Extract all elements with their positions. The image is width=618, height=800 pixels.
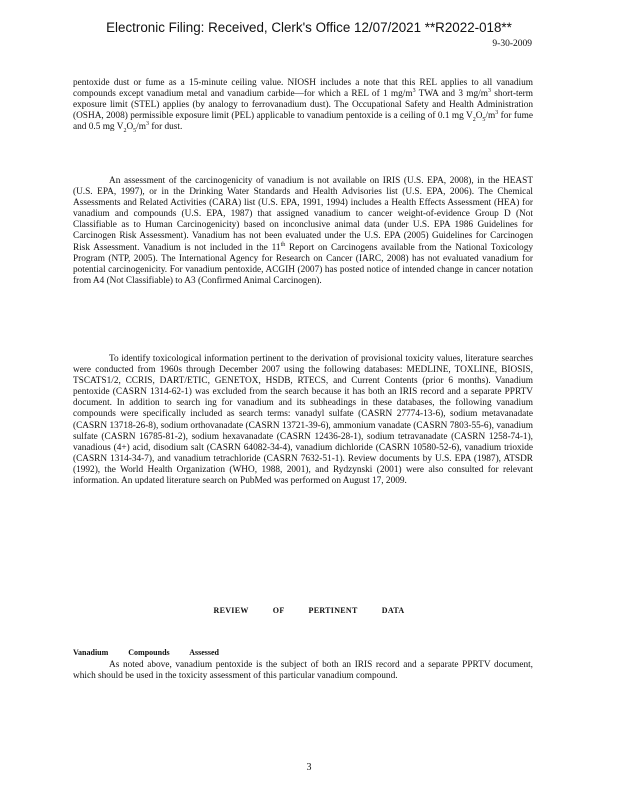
per-m-a: /m bbox=[485, 111, 496, 122]
p1-sup-3: 3 bbox=[495, 110, 499, 117]
filing-stamp: Electronic Filing: Received, Clerk's Office 12/07/2021 **R2022-018** bbox=[106, 20, 512, 35]
p2-text-a: An assessment of the carcinogenicity of vanadium is not available on IRIS (U.S. EPA, 2008), in the HEAST (U.S. EPA, 1997), or in the Drinking Water Standards and Health Advisories list (U.S. EPA, 2006). The Chemical Assessments and Related Activities (CARA) list (U.S. EPA, 1991, 1994) includes a Health Effects Assessment (HEA) for vanadium and compounds (U.S. EPA, 1987) that assigned vanadium to cancer weight-of-evidence Group D (Not Classifiable as to Human Carcinogenicity) based on inconclusive animal data (under U.S. EPA 1986 Guidelines for Carcinogen Risk Assessment). Vanadium has not been evaluated under the U.S. EPA (2005) Guidelines for Carcinogen Risk Assessment. Vanadium is not included in the 11 bbox=[73, 176, 533, 253]
o-sub-5b: 5 bbox=[133, 128, 137, 135]
document-date: 9-30-2009 bbox=[492, 39, 532, 49]
paragraph-carcinogenicity bbox=[73, 176, 533, 287]
per-m-b: /m bbox=[136, 122, 146, 133]
p2-sup-th: th bbox=[280, 241, 286, 248]
p1-text-a: pentoxide dust or fume as a 15-minute ceiling value. NIOSH includes a note that this REL applies to all vanadium compounds except vanadium metal and vanadium carbide—for which a REL of 1 mg/m bbox=[73, 78, 533, 100]
p1-text-b: TWA and 3 mg/m bbox=[415, 89, 488, 100]
p1-sup-4: 3 bbox=[146, 121, 149, 128]
paragraph-compounds-assessed bbox=[73, 660, 533, 682]
o-a: O bbox=[475, 111, 483, 122]
v-sub-2b: 2 bbox=[123, 128, 127, 135]
o-sub-5a: 5 bbox=[482, 117, 486, 124]
o-b: O bbox=[126, 122, 134, 133]
p1-sup-2: 3 bbox=[487, 88, 491, 94]
p1-text-e: for dust. bbox=[149, 122, 183, 133]
page-number: 3 bbox=[306, 762, 312, 773]
p4-text: As noted above, vanadium pentoxide is the subject of both an IRIS record and a separate PPRTV document, which should be used in the toxicity assessment of this particular vanadium compound. bbox=[73, 660, 533, 682]
p3-text: To identify toxicological information pertinent to the derivation of provisional toxicity values, literature searches were conducted from 1960s through December 2007 using the following databases: MEDLINE, TOXLINE, BIOSIS, TSCATS1/2, CCRIS, DART/ETIC, GENETOX, HSDB, RTECS, and Current Contents (prior 6 months). Vanadium pentoxide (CASRN 1314-62-1) was excluded from the search because it has both an IRIS record and a separate PPRTV document. In addition to search ing for vanadium and its subheadings in these databases, the following vanadium compounds were specifically included as search terms: vanadyl sulfate (CASRN 27774-13-6), sodium metavanadate (CASRN 13718-26-8), sodium orthovanadate (CASRN 13721-39-6), ammonium vanadate (CASRN 7803-55-6), vanadium sulfate (CASRN 16785-81-2), sodium hexavanadate (CASRN 12436-28-1), sodium tetravanadate (CASRN 1258-74-1), vanadious (4+) acid, disodium salt (CASRN 64082-34-4), vanadium dichloride (CASRN 10580-52-6), vanadium trioxide (CASRN 1314-34-7), and vanadium tetrachloride (CASRN 7632-51-1). Review documents by U.S. EPA (1987), ATSDR (1992), the World Health Organization (WHO, 1988, 2001), and Rydzynski (2001) were also consulted for relevant information. An updated literature search on PubMed was performed on August 17, 2009. bbox=[73, 354, 533, 487]
p2-text-b: Report on Carcinogens available from the National Toxicology Program (NTP, 2005). The International Agency for Research on Cancer (IARC, 2008) has not evaluated vanadium for potential carcinogenicity. For vanadium pentoxide, ACGIH (2007) has posted notice of intended change in cancer notation from A4 (Not Classifiable) to A3 (Confirmed Animal Carcinogen). bbox=[73, 242, 533, 286]
p1-sup-1: 3 bbox=[412, 88, 416, 94]
p1-text-c: short-term exposure limit (STEL) applies (by analogy to ferrovanadium dust). The Occupational Safety and Health Administration (OSHA, 2008) permissible exposure limit (PEL) applicable to vanadium pentoxide is a ceiling of 0.1 mg V bbox=[73, 89, 533, 122]
paragraph-exposure-limits bbox=[73, 78, 533, 133]
paragraph-literature-search bbox=[73, 354, 533, 487]
v-sub-2a: 2 bbox=[472, 117, 476, 124]
section-title: REVIEW OF PERTINENT DATA bbox=[213, 606, 405, 615]
subheading: Vanadium Compounds Assessed bbox=[73, 648, 219, 657]
p1-text-d: for fume and 0.5 mg V bbox=[73, 111, 533, 133]
